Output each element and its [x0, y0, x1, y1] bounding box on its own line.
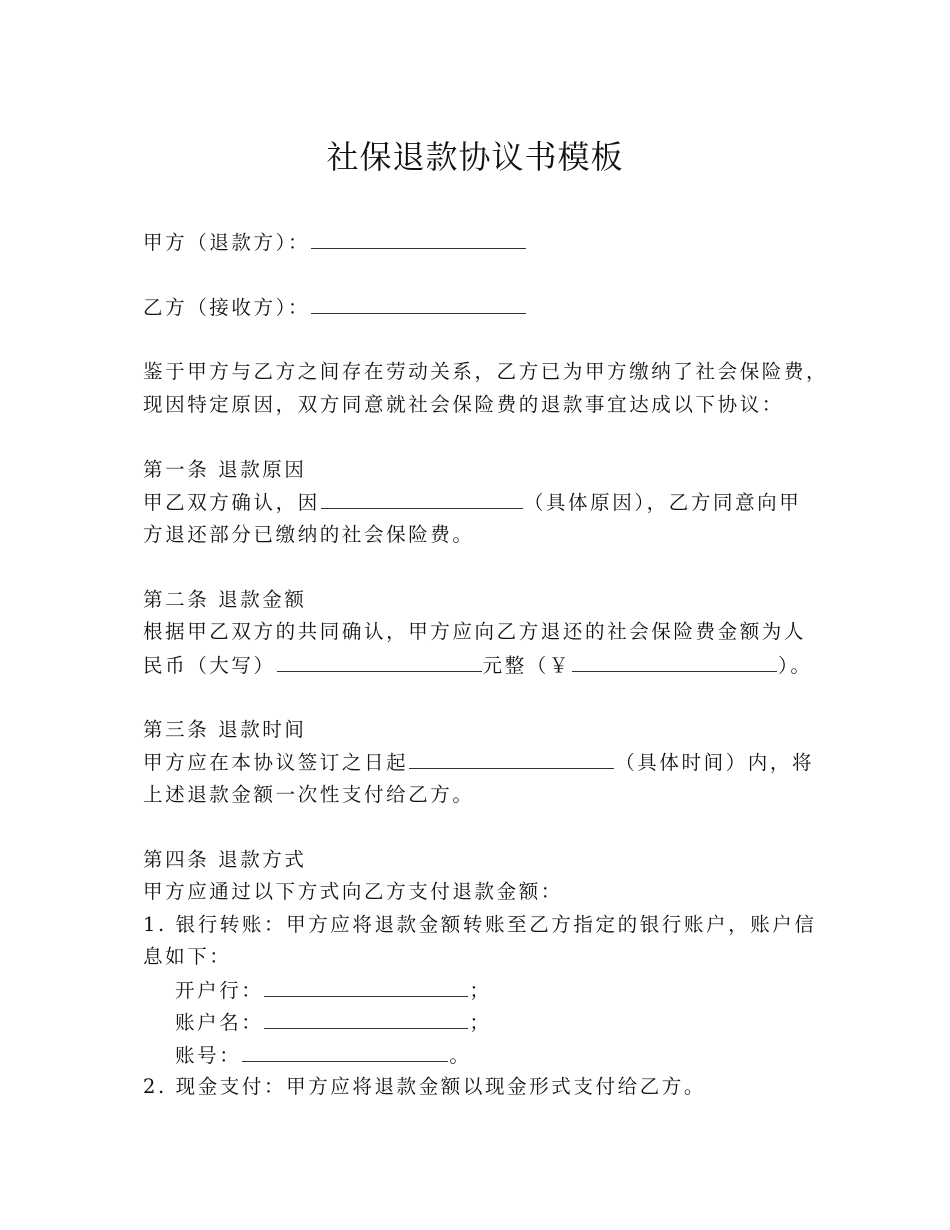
account-name-line — [143, 1006, 843, 1039]
bank-blank[interactable] — [264, 974, 468, 997]
article-4-item-1-line-2: 息如下： — [143, 945, 232, 968]
amount-uppercase-blank[interactable] — [277, 649, 482, 672]
account-name-label: 账户名： — [175, 1011, 264, 1034]
article-3-heading: 第三条 退款时间 — [143, 717, 307, 741]
article-2-text-a: 民币（大写） — [143, 653, 276, 677]
article-4-intro: 甲方应通过以下方式向乙方支付退款金额： — [143, 880, 563, 903]
spacer — [143, 551, 843, 584]
article-3-line-2: 上述退款金额一次性支付给乙方。 — [143, 782, 475, 806]
reason-blank[interactable] — [321, 486, 523, 509]
article-1-heading: 第一条 退款原因 — [143, 457, 307, 481]
time-blank[interactable] — [409, 746, 614, 769]
article-4-item-2: 2. 现金支付：甲方应将退款金额以现金形式支付给乙方。 — [143, 1075, 707, 1098]
article-3-text-a: 甲方应在本协议签订之日起 — [143, 751, 409, 774]
article-4-item-1-line-1: 1. 银行转账：甲方应将退款金额转账至乙方指定的银行账户，账户信 — [143, 912, 817, 936]
spacer — [143, 421, 843, 454]
document-title: 社保退款协议书模板 — [326, 138, 624, 176]
article-2-text-c: ）。 — [778, 653, 813, 677]
article-3-line-1 — [143, 746, 843, 779]
account-number-end: 。 — [449, 1043, 472, 1067]
account-name-end: ； — [469, 1011, 492, 1034]
article-2-line-1: 根据甲乙双方的共同确认，甲方应向乙方退还的社会保险费金额为人 — [143, 620, 807, 643]
party-b-blank[interactable] — [311, 291, 526, 314]
article-1-text-a: 甲乙双方确认，因 — [143, 491, 320, 514]
preamble-line-1: 鉴于甲方与乙方之间存在劳动关系，乙方已为甲方缴纳了社会保险费， — [143, 360, 829, 383]
account-name-blank[interactable] — [264, 1006, 468, 1029]
party-b-line — [143, 291, 843, 324]
spacer — [143, 811, 843, 844]
amount-number-blank[interactable] — [572, 649, 777, 672]
party-a-label: 甲方（退款方）： — [143, 231, 311, 254]
document-body — [143, 226, 843, 1104]
article-4-heading: 第四条 退款方式 — [143, 847, 307, 871]
account-number-line — [143, 1039, 843, 1072]
article-1-line-2: 方退还部分已缴纳的社会保险费。 — [143, 522, 475, 546]
party-b-label: 乙方（接收方）： — [143, 296, 311, 319]
article-2-line-2 — [143, 649, 843, 682]
party-a-blank[interactable] — [311, 226, 526, 249]
account-number-label: 账号： — [175, 1043, 242, 1067]
bank-line — [143, 974, 843, 1007]
article-2-text-b: 元整（￥ — [482, 653, 572, 677]
article-1-line-1 — [143, 486, 843, 519]
spacer — [143, 324, 843, 357]
party-a-line — [143, 226, 843, 259]
article-1-text-b: （具体原因），乙方同意向甲 — [523, 491, 802, 514]
bank-label: 开户行： — [175, 978, 264, 1002]
bank-end: ； — [469, 978, 492, 1002]
article-2-heading: 第二条 退款金额 — [143, 587, 307, 611]
spacer — [143, 259, 843, 292]
account-number-blank[interactable] — [242, 1039, 448, 1062]
spacer — [143, 681, 843, 714]
preamble-line-2: 现因特定原因，双方同意就社会保险费的退款事宜达成以下协议： — [143, 392, 784, 416]
article-3-text-b: （具体时间）内，将 — [615, 751, 815, 774]
